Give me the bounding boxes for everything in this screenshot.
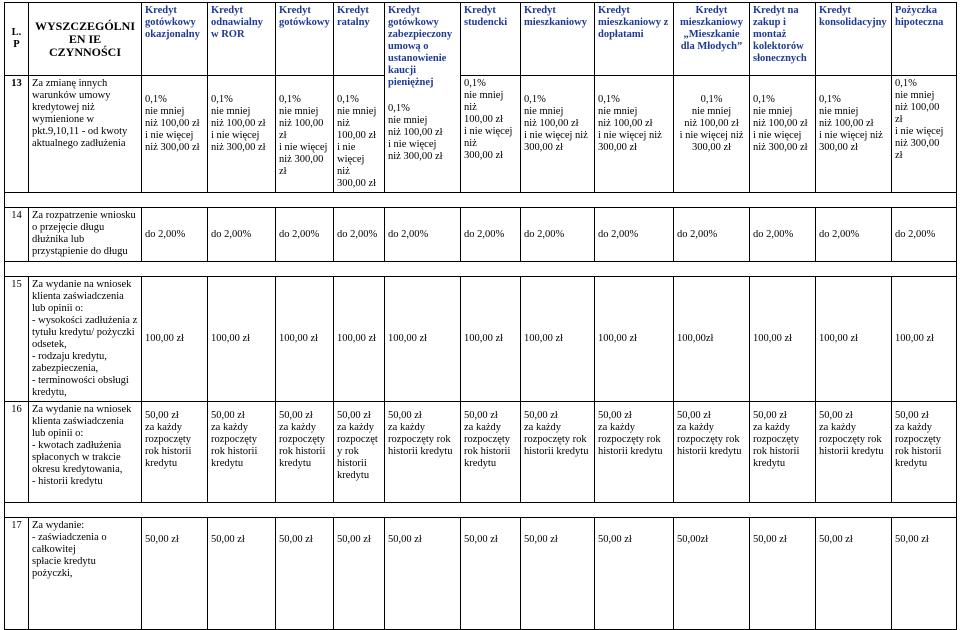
fee-value: 100,00zł bbox=[674, 277, 750, 402]
fee-value: 0,1% nie mniej niż 100,00 zł i nie więcej niż 300,00 zł bbox=[388, 103, 443, 162]
column-header: Kredyt gotówkowy bbox=[276, 3, 334, 76]
fee-value: 50,00 zł za każdy rozpoczęty rok historii kredytu bbox=[892, 402, 957, 503]
fee-value: 0,1% nie mniej niż 100,00 zł i nie więcej niż 300,00 zł bbox=[461, 76, 521, 193]
row-spacer bbox=[5, 503, 957, 518]
column-header: Kredyt konsolidacyjny bbox=[816, 3, 892, 76]
spacer bbox=[5, 193, 957, 208]
fee-value: do 2,00% bbox=[142, 208, 208, 262]
fee-value: do 2,00% bbox=[461, 208, 521, 262]
row-spacer bbox=[5, 193, 957, 208]
spacer bbox=[5, 503, 957, 518]
column-header: Kredyt mieszkaniowy „Mieszkanie dla Młodych” bbox=[674, 3, 750, 76]
fee-value: 0,1% nie mniej niż 100,00 zł i nie więcej niż 300,00 zł bbox=[595, 76, 674, 193]
fee-value: 50,00 zł za każdy rozpoczęty rok historii kredytu bbox=[521, 402, 595, 503]
fee-value: 100,00 zł bbox=[595, 277, 674, 402]
row-description: Za rozpatrzenie wniosku o przejęcie długu dłużnika lub przystąpienie do długu bbox=[29, 208, 142, 262]
fee-value: 50,00 zł bbox=[595, 518, 674, 630]
fee-value: 50,00 zł bbox=[142, 518, 208, 630]
row-number: 17 bbox=[5, 518, 29, 630]
fee-value: 50,00 zł za każdy rozpoczęty rok historii kredytu bbox=[208, 402, 276, 503]
fee-value: 50,00 zł bbox=[385, 518, 461, 630]
fee-value: 50,00 zł za każdy rozpoczęty rok historii kredytu bbox=[674, 402, 750, 503]
fee-value: do 2,00% bbox=[521, 208, 595, 262]
column-header bbox=[385, 3, 461, 193]
fee-value: 100,00 zł bbox=[276, 277, 334, 402]
fee-value: 0,1% nie mniej niż 100,00 zł i nie więcej niż 300,00 zł bbox=[750, 76, 816, 193]
fee-value: 50,00 zł za każdy rozpoczęty rok historii kredytu bbox=[276, 402, 334, 503]
fee-value: do 2,00% bbox=[892, 208, 957, 262]
row-spacer bbox=[5, 262, 957, 277]
row-description: Za wydanie: - zaświadczenia o całkowitej spłacie kredytu pożyczki, bbox=[29, 518, 142, 630]
fee-value: 0,1% nie mniej niż 100,00 zł i nie więcej niż 300,00 zł bbox=[674, 76, 750, 193]
table-row bbox=[5, 277, 957, 402]
fee-value: 0,1% nie mniej niż 100,00 zł i nie więcej niż 300,00 zł bbox=[142, 76, 208, 193]
description-header: WYSZCZEGÓLNIEN IE CZYNNOŚCI bbox=[29, 3, 142, 76]
row-number: 13 bbox=[5, 76, 29, 193]
table-row bbox=[5, 208, 957, 262]
fee-value: 100,00 zł bbox=[385, 277, 461, 402]
fee-value: do 2,00% bbox=[385, 208, 461, 262]
column-header: Pożyczka hipoteczna bbox=[892, 3, 957, 76]
fee-value: 50,00 zł za każdy rozpoczęty rok historii kredytu bbox=[142, 402, 208, 503]
row-description: Za zmianę innych warunków umowy kredytowej niż wymienione w pkt.9,10,11 - od kwoty aktualnego zadłużenia bbox=[29, 76, 142, 193]
table-row bbox=[5, 518, 957, 630]
lp-header: L. P bbox=[5, 3, 29, 76]
fee-value: do 2,00% bbox=[334, 208, 385, 262]
fee-value: 50,00zł bbox=[674, 518, 750, 630]
fee-value: 50,00 zł bbox=[461, 518, 521, 630]
table-row bbox=[5, 402, 957, 503]
fee-value: 50,00 zł bbox=[750, 518, 816, 630]
fee-value: 0,1% nie mniej niż 100,00 zł i nie więcej niż 300,00 zł bbox=[521, 76, 595, 193]
fee-value: 0,1% nie mniej niż 100,00 zł i nie więcej niż 300,00 zł bbox=[334, 76, 385, 193]
fee-value: do 2,00% bbox=[816, 208, 892, 262]
column-header: Kredyt mieszkaniowy z dopłatami bbox=[595, 3, 674, 76]
fee-value: 0,1% nie mniej niż 100,00 zł i nie więcej niż 300,00 zł bbox=[276, 76, 334, 193]
table-row bbox=[5, 76, 957, 193]
spacer bbox=[5, 262, 957, 277]
fee-value: 50,00 zł bbox=[334, 518, 385, 630]
fee-value: 50,00 zł za każdy rozpoczęty rok historii kredytu bbox=[595, 402, 674, 503]
column-header: Kredyt studencki bbox=[461, 3, 521, 76]
fee-value: 50,00 zł za każdy rozpoczęty rok historii kredytu bbox=[816, 402, 892, 503]
fee-value: 100,00 zł bbox=[750, 277, 816, 402]
fee-value: 0,1% nie mniej niż 100,00 zł i nie więcej niż 300,00 zł bbox=[816, 76, 892, 193]
fee-value: 100,00 zł bbox=[816, 277, 892, 402]
fee-value: 100,00 zł bbox=[521, 277, 595, 402]
fee-value: 100,00 zł bbox=[142, 277, 208, 402]
fee-value: do 2,00% bbox=[674, 208, 750, 262]
fee-value: 50,00 zł za każdy rozpoczęty rok historii kredytu bbox=[750, 402, 816, 503]
fee-value: do 2,00% bbox=[595, 208, 674, 262]
row-description: Za wydanie na wniosek klienta zaświadczenia lub opinii o: - wysokości zadłużenia z tytułu kredytu/ pożyczki odsetek, - rodzaju kredytu, zabezpieczenia, - terminowości obsługi kredytu, bbox=[29, 277, 142, 402]
fee-value: 50,00 zł za każdy rozpoczęty rok historii kredytu bbox=[461, 402, 521, 503]
fee-value: do 2,00% bbox=[276, 208, 334, 262]
row-number: 15 bbox=[5, 277, 29, 402]
fee-value: 50,00 zł za każdy rozpoczęty rok historii kredytu bbox=[385, 402, 461, 503]
fee-value: 50,00 zł bbox=[521, 518, 595, 630]
fee-value: 0,1% nie mniej niż 100,00 zł i nie więcej niż 300,00 zł bbox=[892, 76, 957, 193]
column-header: Kredyt mieszkaniowy bbox=[521, 3, 595, 76]
fee-value: 50,00 zł bbox=[892, 518, 957, 630]
column-header: Kredyt odnawialny w ROR bbox=[208, 3, 276, 76]
fee-value: 50,00 zł bbox=[208, 518, 276, 630]
column-header: Kredyt gotówkowy okazjonalny bbox=[142, 3, 208, 76]
row-number: 16 bbox=[5, 402, 29, 503]
column-header: Kredyt ratalny bbox=[334, 3, 385, 76]
fee-value: 50,00 zł bbox=[816, 518, 892, 630]
fees-table bbox=[4, 2, 957, 630]
fee-value: 0,1% nie mniej niż 100,00 zł i nie więcej niż 300,00 zł bbox=[208, 76, 276, 193]
fee-value: 100,00 zł bbox=[334, 277, 385, 402]
fee-value: do 2,00% bbox=[750, 208, 816, 262]
header-row bbox=[5, 3, 957, 76]
column-header: Kredyt na zakup i montaż kolektorów słonecznych bbox=[750, 3, 816, 76]
fee-value: 100,00 zł bbox=[208, 277, 276, 402]
fee-value: 50,00 zł bbox=[276, 518, 334, 630]
fee-value: 50,00 zł za każdy rozpoczęt y rok historii kredytu bbox=[334, 402, 385, 503]
column-header-label: Kredyt gotówkowy zabezpieczony umową o ustanowienie kaucji pieniężnej bbox=[388, 5, 453, 88]
fee-value: do 2,00% bbox=[208, 208, 276, 262]
row-description: Za wydanie na wniosek klienta zaświadczenia lub opinii o: - kwotach zadłużenia spłaconych w trakcie okresu kredytowania, - historii kredytu bbox=[29, 402, 142, 503]
fee-value: 100,00 zł bbox=[892, 277, 957, 402]
row-number: 14 bbox=[5, 208, 29, 262]
fee-value: 100,00 zł bbox=[461, 277, 521, 402]
